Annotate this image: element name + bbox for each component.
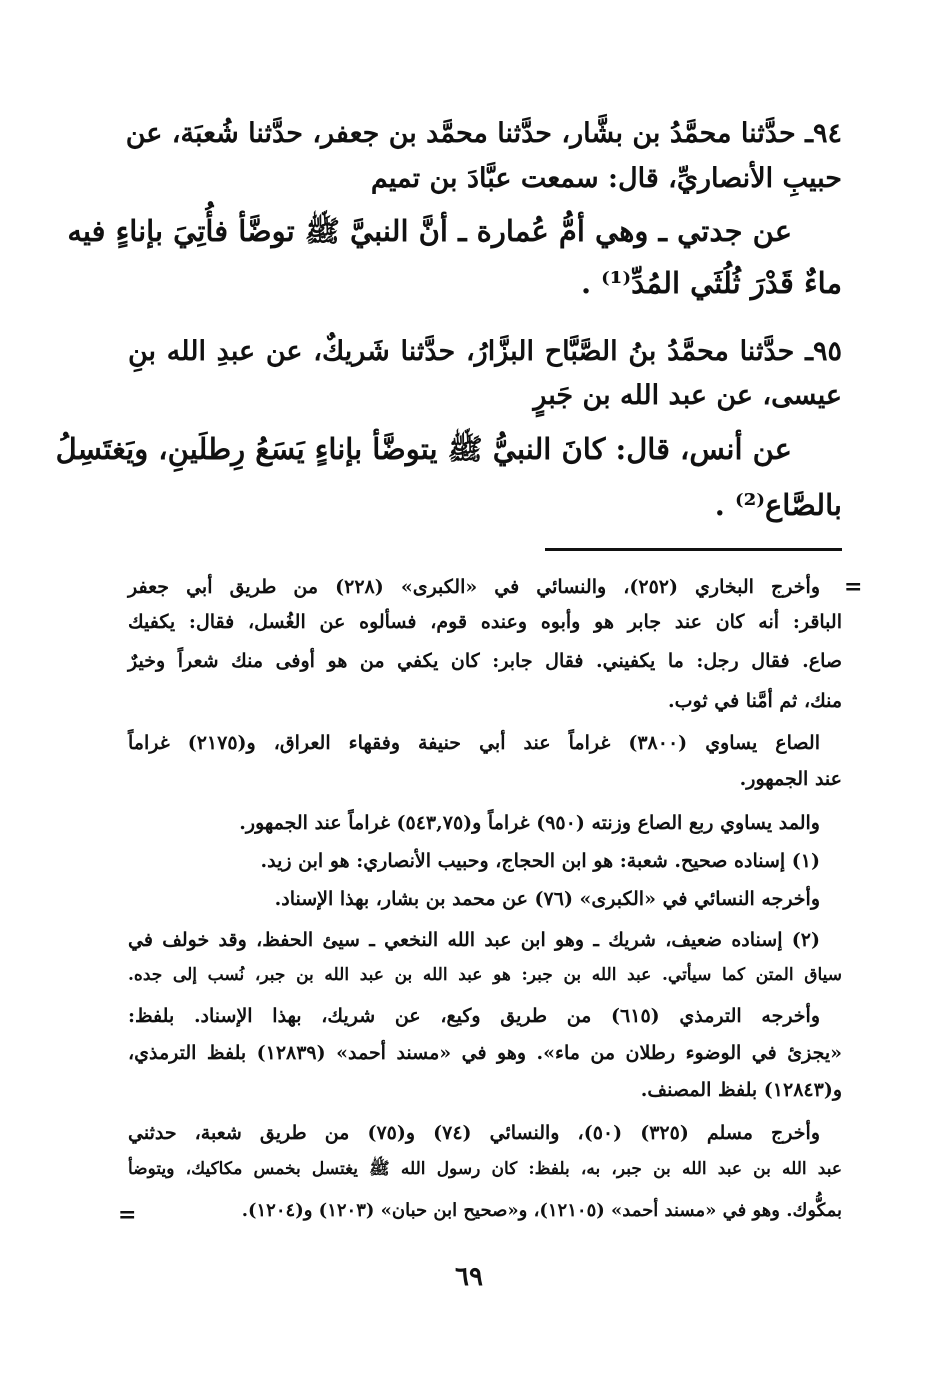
footnote-1-line-1: (١) إسناده صحيح. شعبة: هو ابن الحجاج، وحبيب الأنصاري: هو ابن زيد. bbox=[260, 850, 820, 872]
hadith-94-line-1: ٩٤ـ حدَّثنا محمَّدُ بن بشَّار، حدَّثنا محمَّد بن جعفر، حدَّثنا شُعبَة، عن bbox=[125, 118, 842, 149]
hadith-94-line-3: عن جدتي ـ وهي أمُّ عُمارة ـ أنَّ النبيَّ ﷺ توضَّأ فأُتِيَ بإناءٍ فيه bbox=[67, 214, 792, 248]
footnote-2-line-6: وأخرج مسلم (٣٢٥) (٥٠)، والنسائي (٧٤) و(٧٥) من طريق شعبة، حدثني bbox=[128, 1122, 820, 1144]
continuation-mark: = bbox=[844, 574, 863, 600]
footnote-sa-line-1: الصاع يساوي (٣٨٠٠) غراماً عند أبي حنيفة وفقهاء العراق، و(٢١٧٥) غراماً bbox=[128, 732, 820, 754]
footnote-2-line-3: وأخرجه الترمذي (٦١٥) من طريق وكيع، عن شريك، بهذا الإسناد. بلفظ: bbox=[128, 1005, 820, 1027]
footnote-sa-line-2: عند الجمهور. bbox=[739, 768, 842, 790]
hadith-95-line-1: ٩٥ـ حدَّثنا محمَّدُ بنُ الصَّبَّاح البزَّارُ، حدَّثنا شَريكٌ، عن عبدِ الله بنِ bbox=[128, 336, 842, 367]
hadith-95-line-2: عيسى، عن عبد الله بن جَبرٍ bbox=[533, 380, 842, 411]
footnote-mudd-line: والمد يساوي ربع الصاع وزنته (٩٥٠) غراماً و(٥٤٣,٧٥) غراماً عند الجمهور. bbox=[239, 812, 820, 834]
footnote-2-line-5: و(١٢٨٤٣) بلفظ المصنف. bbox=[640, 1079, 842, 1101]
footnote-2-line-2: سياق المتن كما سيأتي. عبد الله بن جبر: هو عبد الله بن عبد الله بن جبر، نُسب إلى جده. bbox=[128, 965, 842, 985]
footnote-1-line-2: وأخرجه النسائي في «الكبرى» (٧٦) عن محمد بن بشار، بهذا الإسناد. bbox=[274, 888, 820, 910]
end-continuation-mark: = bbox=[118, 1202, 137, 1228]
hadith-95-line-3: عن أنس، قال: كانَ النبيُّ ﷺ يتوضَّأ بإناءٍ يَسَعُ رِطلَينِ، ويَغتَسِلُ bbox=[55, 432, 792, 466]
footnote-continued-line-2: الباقر: أنه كان عند جابر هو وأبوه وعنده قوم، فسألوه عن الغُسل، فقال: يكفيك bbox=[128, 611, 842, 633]
footnote-2-line-7: عبد الله بن عبد الله بن جبر، به، بلفظ: كان رسول الله ﷺ يغتسل بخمس مكاكيك، ويتوضأ bbox=[128, 1159, 842, 1179]
footnote-2-line-8: بمكُّوك. وهو في «مسند أحمد» (١٢١٠٥)، و«صحيح ابن حبان» (١٢٠٣) و(١٢٠٤). bbox=[241, 1200, 842, 1221]
page-number: ٦٩ bbox=[455, 1262, 483, 1292]
hadith-94-line-2: حبيبِ الأنصاريِّ، قال: سمعت عبَّادَ بن تميم bbox=[370, 163, 842, 194]
footnote-separator bbox=[545, 548, 842, 551]
footnote-continued-line-1: وأخرج البخاري (٢٥٢)، والنسائي في «الكبرى» (٢٢٨) من طريق أبي جعفر bbox=[128, 576, 820, 598]
hadith-94-line-4: ماءٌ قَدْرَ ثُلُثَي المُدِّ⁽¹⁾ . bbox=[580, 266, 842, 300]
footnote-continued-line-3: صاع. فقال رجل: ما يكفيني. فقال جابر: كان يكفي من هو أوفى منك شعراً وخيرٌ bbox=[128, 650, 842, 672]
footnote-2-line-1: (٢) إسناده ضعيف، شريك ـ وهو ابن عبد الله النخعي ـ سيئ الحفظ، وقد خولف في bbox=[128, 929, 820, 951]
footnote-continued-line-4: منك، ثم أمَّنا في ثوب. bbox=[668, 690, 842, 712]
footnote-2-line-4: «يجزئ في الوضوء رطلان من ماء». وهو في «مسند أحمد» (١٢٨٣٩) بلفظ الترمذي، bbox=[128, 1042, 842, 1064]
hadith-95-line-4: بالصَّاع⁽²⁾ . bbox=[714, 488, 842, 522]
